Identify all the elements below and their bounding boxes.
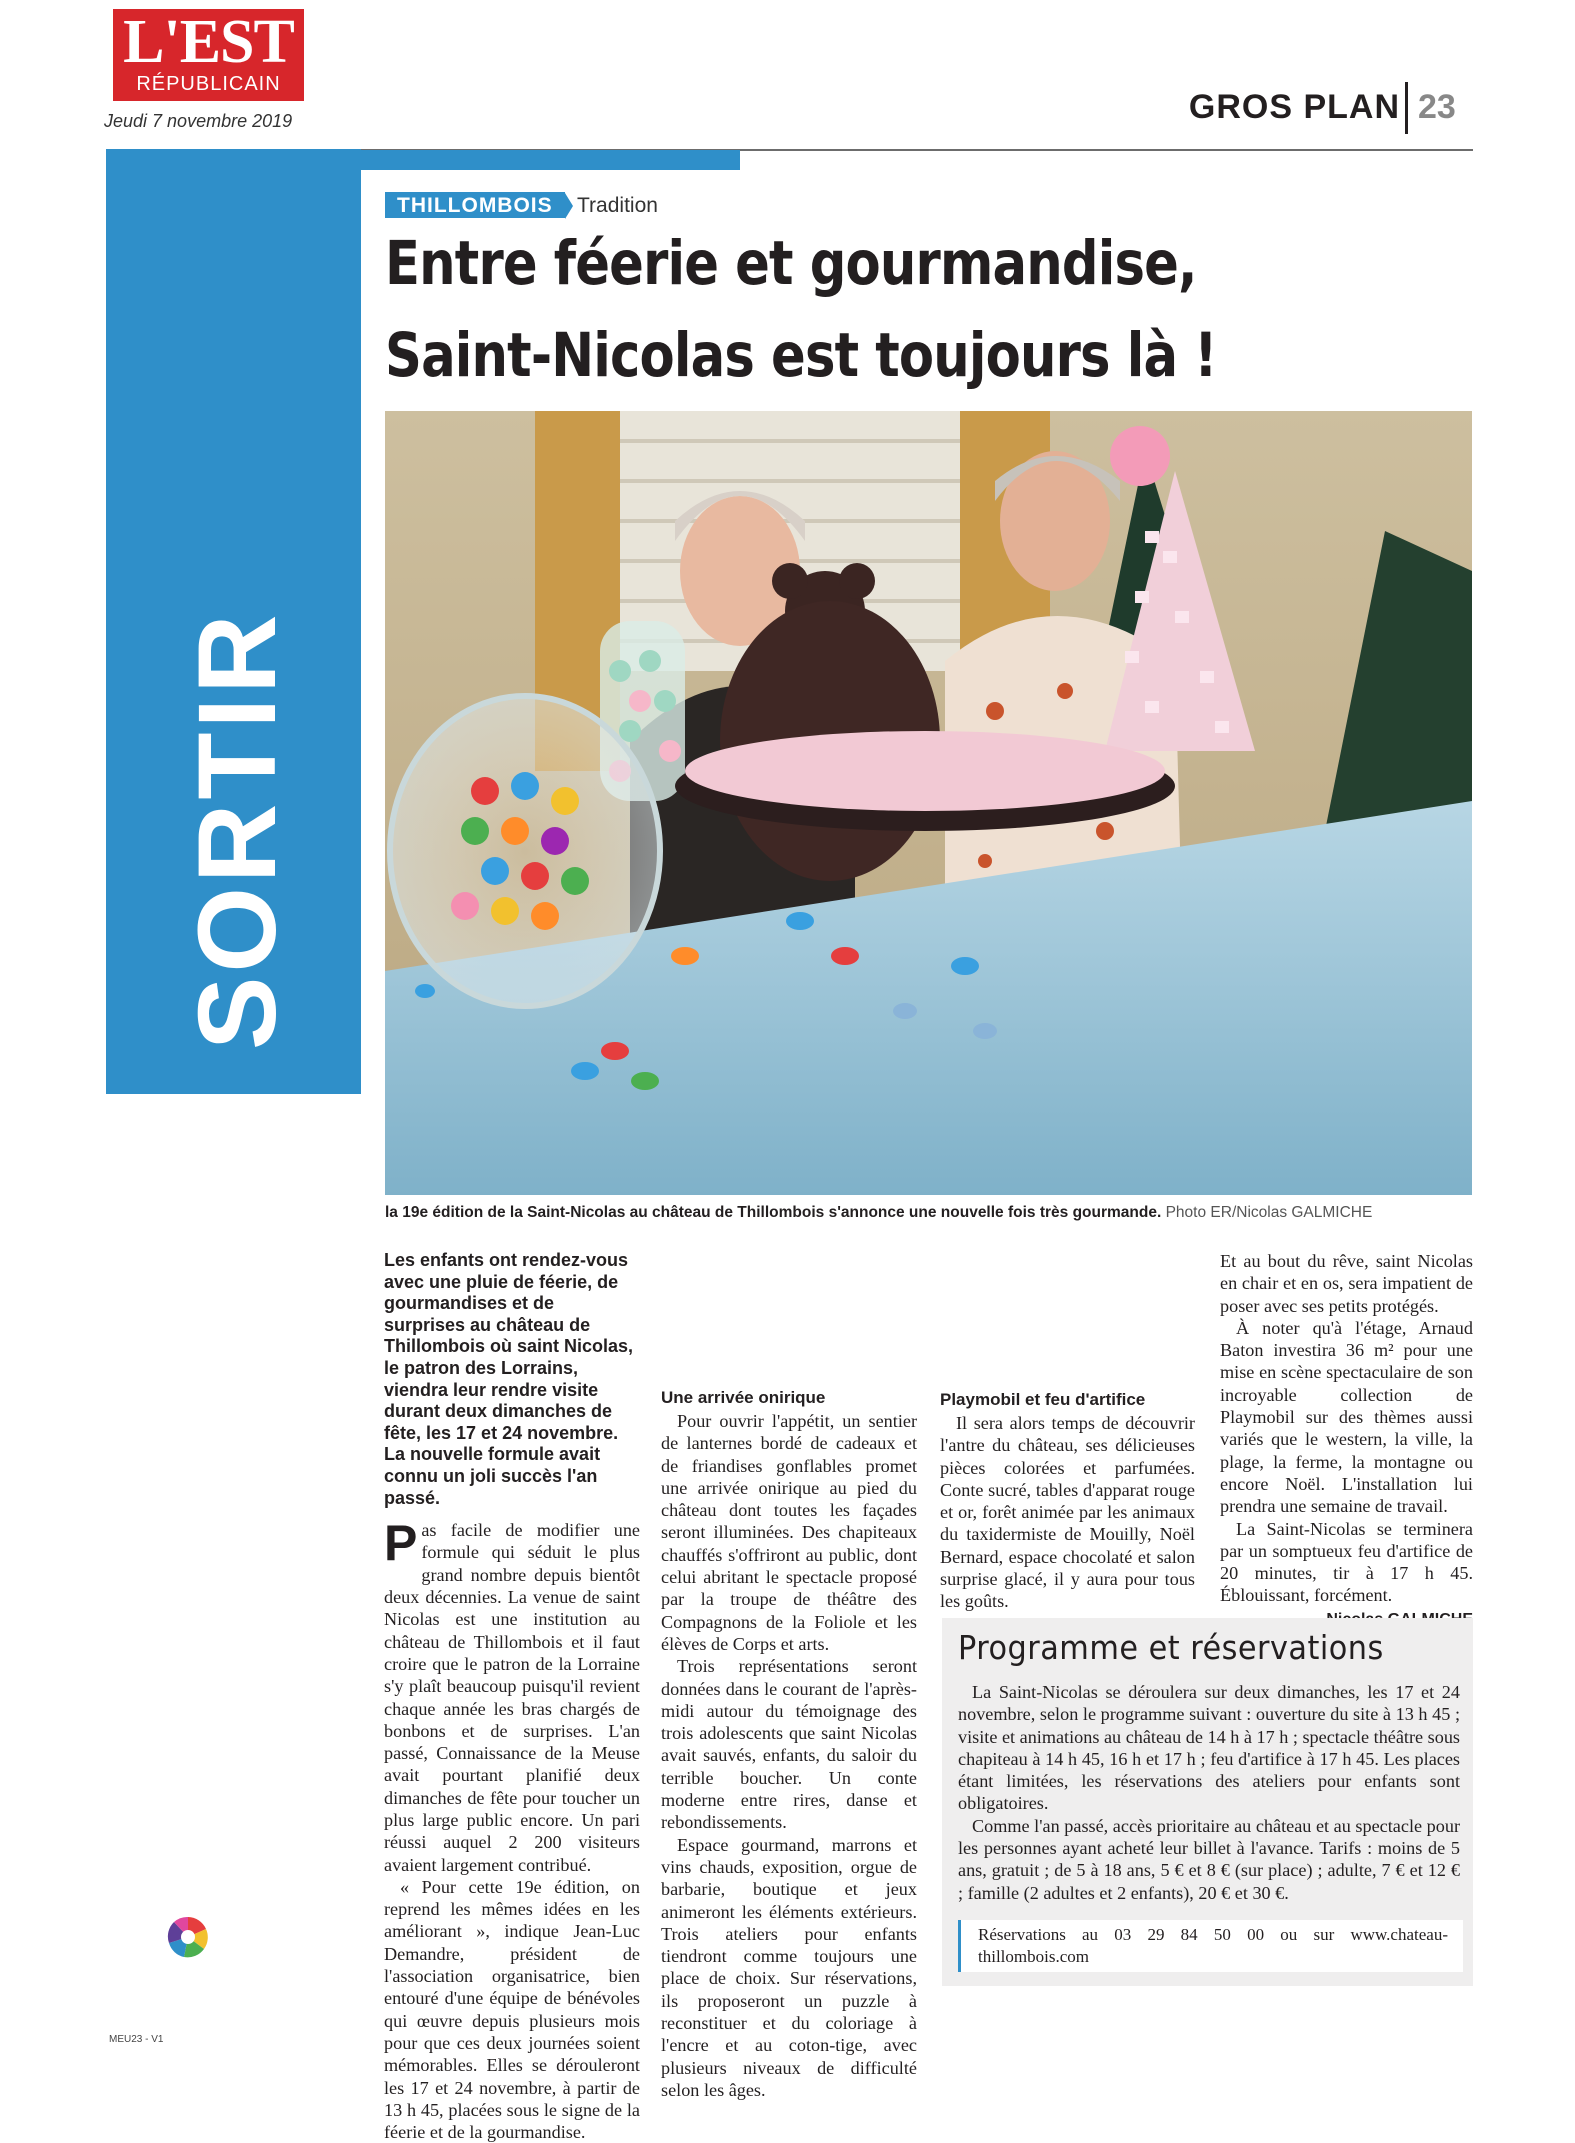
logo-title: L'EST	[123, 8, 294, 76]
photo-illustration	[385, 411, 1472, 1195]
headline-line-1: Entre féerie et gourmandise,	[385, 228, 1197, 299]
programme-paragraph: Comme l'an passé, accès prioritaire au château et au spectacle pour les personnes ayant acheté leur billet à l'avance. Tarifs : moins de 5 ans, gratuit ; de 5 à 18 ans, 5 € et 8 € (sur place) ; adulte, 7 € et 12 € ; famille (2 adultes et 2 enfants), 20 € et 30 €.	[958, 1815, 1460, 1903]
article-paragraph	[384, 1515, 640, 1876]
logo-subtitle: RÉPUBLICAIN	[136, 73, 281, 95]
programme-title: Programme et réservations	[958, 1628, 1384, 1667]
caption-text: la 19e édition de la Saint-Nicolas au château de Thillombois s'annonce une nouvelle fois très gourmande.	[385, 1204, 1162, 1221]
issue-date: Jeudi 7 novembre 2019	[104, 111, 293, 131]
kicker-arrow-icon	[565, 193, 573, 219]
headline-line-2: Saint-Nicolas est toujours là !	[385, 320, 1217, 391]
paragraph-text: as facile de modifier une formule qui séduit le plus grand nombre depuis bientôt deux décennies. La venue de saint Nicolas est une institution au château de Thillombois et il faut croire que le patron de la Lorraine s'y plaît beaucoup puisqu'il revient chaque année les bras chargés de bonbons et de surprises. L'an passé, Connaissance de la Meuse avait pourtant planifié deux dimanches de fête pour toucher un plus large public encore. Un pari réussi auquel 2 200 visiteurs avaient largement contribué.	[384, 1520, 640, 1875]
programme-body	[958, 1681, 1460, 1904]
section-separator	[1405, 82, 1408, 134]
article-paragraph: Trois représentations seront données dans le courant de l'après-midi autour du témoignage des trois adolescents que saint Nicolas avait sauvés, enfants, du saloir du terrible boucher. Un conte moderne entre rires, danse et rebondissements.	[661, 1656, 917, 1833]
reservations-text: Réservations au 03 29 84 50 00 ou sur www.chateau-thillombois.com	[978, 1925, 1448, 1966]
article-paragraph: Il sera alors temps de découvrir l'antre du château, ses délicieuses pièces colorées et parfumées. Conte sucré, tables d'apparat rouge et or, forêt animée par les animaux du taxidermiste de Mouilly, Noël Bernard, espace chocolaté et salon surprise glacé, il y aura pour tous les goûts.	[940, 1413, 1195, 1612]
drop-cap: P	[384, 1515, 418, 1572]
article-column-4	[1220, 1250, 1473, 1631]
article-paragraph: La Saint-Nicolas se terminera par un somptueux feu d'artifice de 20 minutes, tir à 17 h 45. Éblouissant, forcément.	[1220, 1518, 1473, 1606]
article-column-3	[940, 1250, 1195, 1613]
article-paragraph: « Pour cette 19e édition, on reprend les mêmes idées en les améliorant », indique Jean-Luc Demandre, président de l'association organisatrice, bien entouré d'une équipe de bénévoles qui œuvre depuis plusieurs mois pour que ces deux journées soient mémorables. Elles se dérouleront les 17 et 24 novembre, à partir de 13 h 45, placées sous le signe de la féerie et de la gourmandise.	[384, 1876, 640, 2143]
programme-paragraph: La Saint-Nicolas se déroulera sur deux dimanches, les 17 et 24 novembre, selon le programme suivant : ouverture du site à 13 h 45 ; visite et animations au château de 14 h à 17 h ; spectacle théâtre sous chapiteau à 14 h 45, 16 h et 17 h ; feu d'artifice à 17 h 45. Les places étant limitées, les réservations des ateliers pour enfants sont obligatoires.	[958, 1682, 1461, 1814]
article-paragraph: À noter qu'à l'étage, Arnaud Baton investira 36 m² pour une mise en scène spectaculaire de son incroyable collection de Playmobil sur des thèmes aussi variés que le western, la ville, la plage, la ferme, la montagne ou encore Noël. L'installation lui prendra une semaine de travail.	[1220, 1317, 1473, 1517]
subheading: Une arrivée onirique	[661, 1388, 826, 1407]
article-column-2	[661, 1250, 917, 2101]
page-number: 23	[1418, 88, 1456, 126]
article-column-1	[384, 1250, 640, 2143]
subheading: Playmobil et feu d'artifice	[940, 1390, 1146, 1409]
article-paragraph: Espace gourmand, marrons et vins chauds, exposition, orgue de barbarie, boutique et jeux animeront les éléments extérieurs. Trois ateliers pour enfants tiendront comme toujours une place de choix. Sur réservations, ils proposeront un puzzle à reconstituer et du coloriage à l'encre et au coton-tige, avec plusieurs niveaux de difficulté selon les âges.	[661, 1834, 917, 2100]
article-lede: Les enfants ont rendez-vous avec une pluie de féerie, de gourmandises et de surprises au château de Thillombois où saint Nicolas, le patron des Lorrains, viendra leur rendre visite durant deux dimanches de fête, les 17 et 24 novembre. La nouvelle formule avait connu un joli succès l'an passé.	[384, 1250, 634, 1508]
article-paragraph: Pour ouvrir l'appétit, un sentier de lanternes bordé de cadeaux et de friandises gonflables promet une arrivée onirique au pied du château dont toutes les façades seront illuminées. Des chapiteaux chauffés s'offriront au public, dont celui abritant le spectacle proposé par la troupe de théâtre des Compagnons de la Foliole et les élèves de Corps et arts.	[661, 1411, 917, 1654]
kicker-place: THILLOMBOIS	[385, 192, 565, 218]
color-wheel-icon	[166, 1915, 210, 1959]
photo-credit: Photo ER/Nicolas GALMICHE	[1165, 1204, 1373, 1221]
photo-caption	[385, 1204, 1475, 1222]
section-title: GROS PLAN	[1188, 88, 1400, 126]
article-paragraph: Et au bout du rêve, saint Nicolas en chair et en os, sera impatient de poser avec ses petits protégés.	[1220, 1251, 1473, 1316]
kicker-topic: Tradition	[577, 194, 658, 217]
page-code: MEU23 - V1	[109, 2034, 164, 2045]
newspaper-logo	[113, 9, 304, 101]
article-photo	[385, 411, 1472, 1195]
rubric-label: SORTIR	[176, 610, 299, 1050]
